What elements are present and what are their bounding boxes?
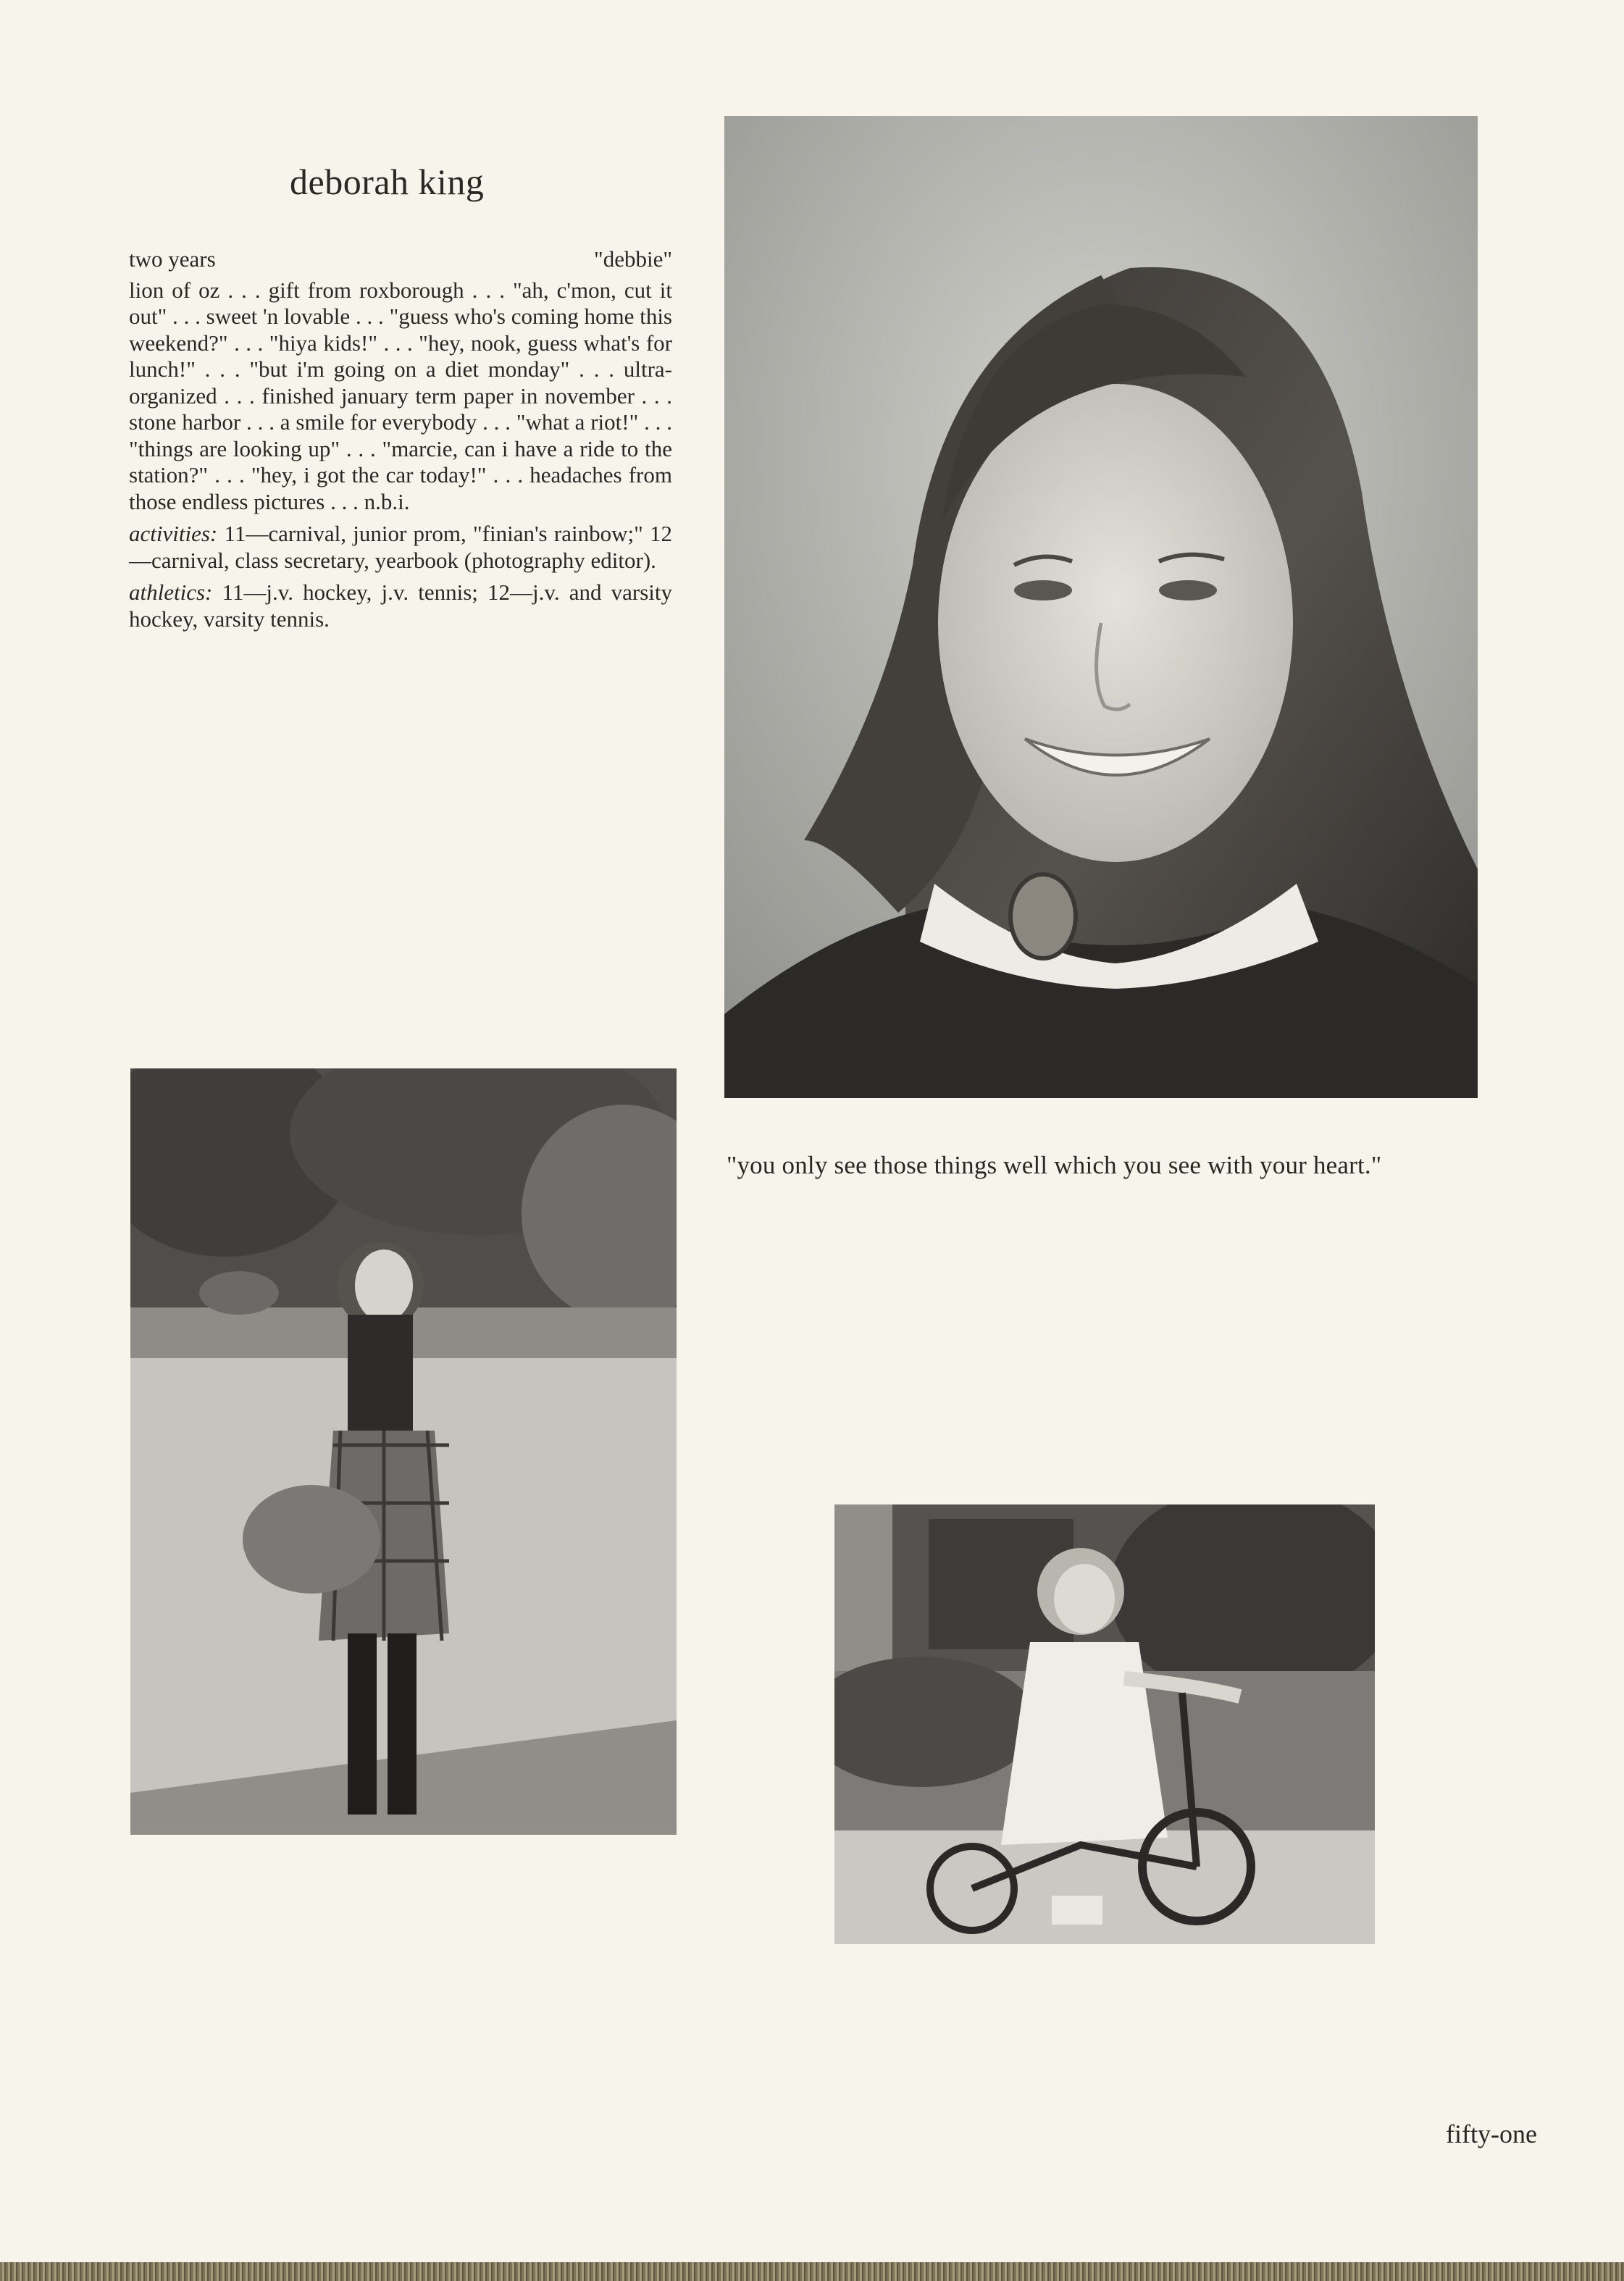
senior-portrait-photo [724,116,1478,1098]
years-attended: two years [129,246,216,272]
nickname: "debbie" [594,246,672,272]
candid-street-photo [130,1068,677,1835]
activities-paragraph [129,521,672,574]
athletics-text: 11—j.v. hockey, j.v. tennis; 12—j.v. and varsity hockey, varsity tennis. [129,579,673,632]
page-bottom-edge [0,2262,1624,2281]
activities-text: 11—carnival, junior prom, "finian's rainbow;" 12—carnival, class secretary, yearbook (photography editor). [129,521,673,573]
bio-text: lion of oz . . . gift from roxborough . . . "ah, c'mon, cut it out" . . . sweet 'n lovable . . . "guess who's coming home this weekend?" . . . "hiya kids!" . . . "hey, nook, guess what's for lunch!" . . . "but i'm going on a diet monday" . . . ultra-organized . . . finished january term paper in november . . . stone harbor . . . a smile for everybody . . . "what a riot!" . . . "things are looking up" . . . "marcie, can i have a ride to the station?" . . . "hey, i got the car today!" . . . headaches from those endless pictures . . . n.b.i. [129,277,672,514]
bio-block [129,246,672,638]
bio-header-row [129,246,672,273]
student-name: deborah king [290,162,485,202]
childhood-tricycle-photo [834,1504,1375,1944]
athletics-paragraph [129,579,672,632]
activities-label: activities: [129,521,218,546]
page-number: fifty-one [1446,2119,1537,2148]
athletics-label: athletics: [129,579,213,605]
senior-quote: "you only see those things well which you see with your heart." [727,1151,1382,1179]
